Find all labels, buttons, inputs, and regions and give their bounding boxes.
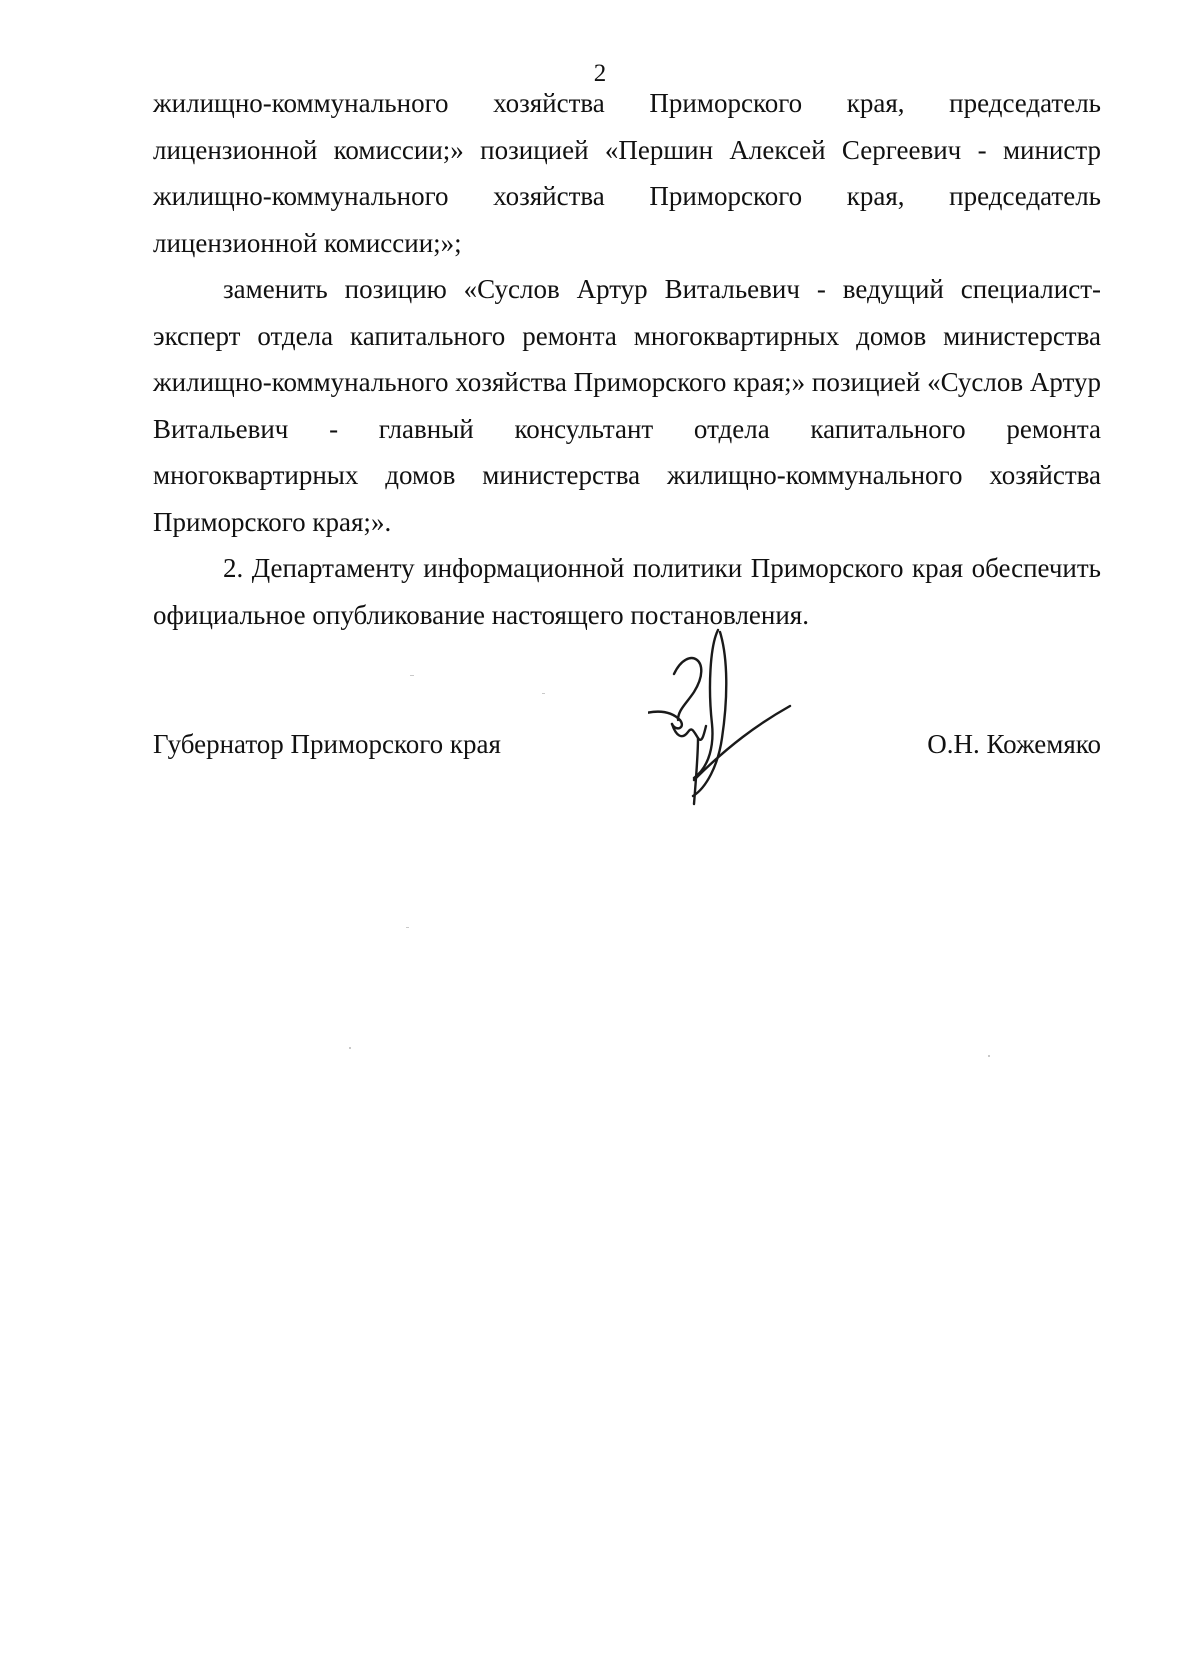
scan-artifact bbox=[988, 1055, 990, 1057]
paragraph-replace-position: заменить позицию «Суслов Артур Витальевич - ведущий специалист-эксперт отдела капитального ремонта многоквартирных домов министерства жилищно-коммунального хозяйства Приморского края;» позицией «Суслов Артур Витальевич - главный консультант отдела капитального ремонта многоквартирных домов министерства жилищно-коммунального хозяйства Приморского края;». bbox=[153, 274, 1101, 537]
document-body bbox=[153, 80, 1101, 638]
scan-artifact bbox=[406, 927, 409, 928]
signatory-name: О.Н. Кожемяко bbox=[927, 729, 1101, 759]
paragraph-continuation: жилищно-коммунального хозяйства Приморского края, председатель лицензионной комиссии;» позицией «Першин Алексей Сергеевич - министр жилищно-коммунального хозяйства Приморского края, председатель лицензионной комиссии;»; bbox=[153, 88, 1101, 258]
handwritten-signature-icon bbox=[648, 628, 838, 808]
signatory-title: Губернатор Приморского края bbox=[153, 729, 501, 759]
scan-artifact bbox=[349, 1047, 351, 1049]
paragraph-publication-order: 2. Департаменту информационной политики Приморского края обеспечить официальное опубликование настоящего постановления. bbox=[153, 553, 1101, 630]
scan-artifact bbox=[410, 675, 414, 676]
scan-artifact bbox=[542, 693, 545, 694]
signature-block bbox=[153, 726, 1101, 766]
page-number: 2 bbox=[593, 60, 607, 87]
